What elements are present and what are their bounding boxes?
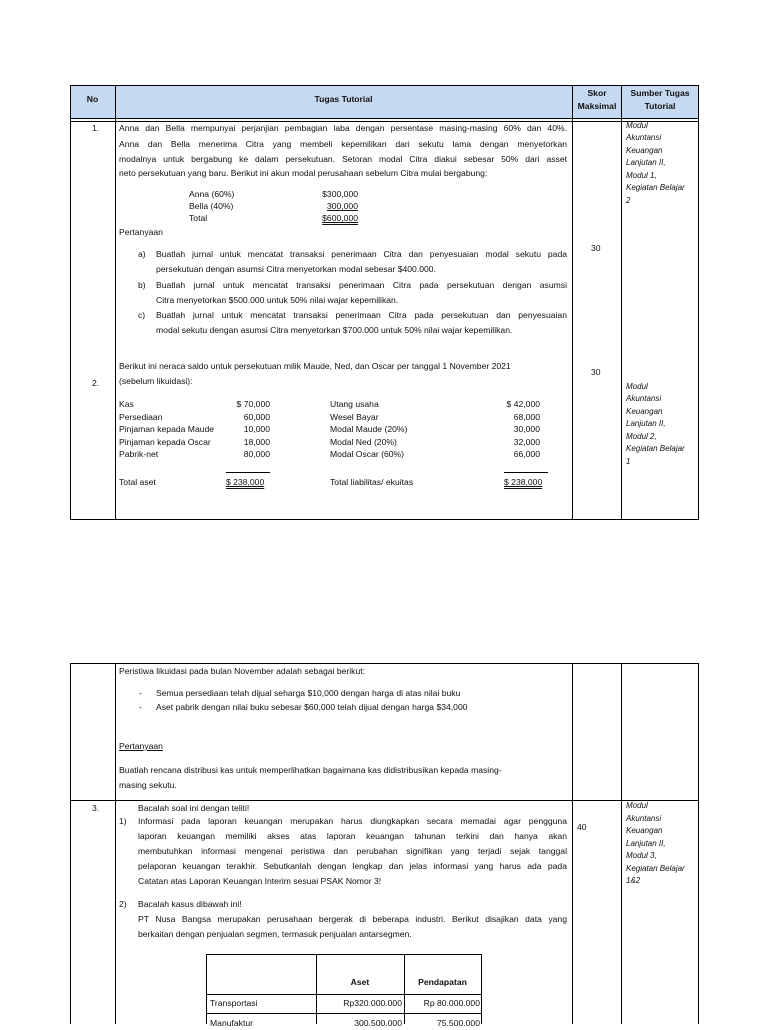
question-c-line-2: modal sekutu dengan asumsi Citra menyetorkan $700.000 untuk 50% nilai wajar kepemilikan.	[156, 325, 513, 335]
item3-q2-marker: 2)	[119, 899, 127, 909]
segment-name-2: Manufaktur	[210, 1018, 253, 1028]
table1-col-divider-2	[572, 85, 573, 520]
item2-score: 30	[591, 367, 601, 377]
item1-question-heading: Pertanyaan	[119, 227, 163, 237]
table2-row-divider	[70, 800, 699, 801]
table2-col-divider-2	[572, 663, 573, 1024]
item3-q1-marker: 1)	[119, 816, 127, 826]
header-task: Tugas Tutorial	[314, 94, 373, 104]
item3-q2-lead: Bacalah kasus dibawah ini!	[138, 899, 242, 909]
item3-q1-line-5: Catatan atas Laporan Keuangan Interim sesuai PSAK Nomor 3!	[138, 876, 382, 886]
capital-label-anna: Anna (60%)	[189, 189, 235, 199]
question-b-marker: b)	[138, 280, 146, 290]
balance-right-value-3: 30,000	[513, 424, 540, 434]
balance-left-label-1: Kas	[119, 399, 134, 409]
item2-source-7: 1	[626, 457, 631, 466]
liquidation-question-heading: Pertanyaan	[119, 741, 163, 751]
bullet-2-marker: -	[139, 702, 142, 712]
segment-table-right	[481, 954, 482, 1024]
item3-score: 40	[577, 822, 587, 832]
segment-table-col-2	[404, 954, 405, 1024]
header-source: Sumber Tugas Tutorial	[630, 88, 690, 111]
item2-source-6: Kegiatan Belajar	[626, 444, 685, 453]
item1-intro-line-2: Anna dan Bella menerima Citra yang membeli kepemilikan dari sekutu lama dengan menyetorkan	[119, 139, 567, 149]
table1-header-divider	[70, 118, 699, 119]
item1-number: 1.	[92, 123, 100, 133]
liquidation-question-line-2: masing sekutu.	[119, 780, 177, 790]
question-b-line-2: Citra menyetorkan $500.000 untuk 50% nilai wajar kepemilikan.	[156, 295, 399, 305]
balance-right-value-4: 32,000	[513, 437, 540, 447]
question-a-line-1: Buatlah jurnal untuk mencatat transaksi penerimaan Citra dan penyesuaian modal sekutu pada	[156, 249, 567, 259]
item3-q2-line-2: berkaitan dengan penjualan segmen, termasuk penjualan antarsegmen.	[138, 929, 412, 939]
balance-right-value-1: $ 42,000	[506, 399, 540, 409]
question-a-marker: a)	[138, 249, 146, 259]
segment-name-1: Transportasi	[210, 998, 258, 1008]
item3-source-6: Kegiatan Belajar	[626, 864, 685, 873]
table2-col-divider-3	[621, 663, 622, 1024]
item2-source-5: Modul 2,	[626, 432, 657, 441]
balance-right-label-3: Modal Maude (20%)	[330, 424, 408, 434]
bullet-2: Aset pabrik dengan nilai buku sebesar $60,000 telah dijual dengan harga $34,000	[156, 702, 468, 712]
segment-header-revenue: Pendapatan	[418, 977, 467, 987]
item3-q1-line-3: membutuhkan informasi mengenai peristiwa dan perubahan signifikan yang terjadi sejak tanggal	[138, 846, 567, 856]
item3-q2-line-1: PT Nusa Bangsa merupakan perusahaan bergerak di beberapa industri. Berikut disajikan data yang	[138, 914, 567, 924]
balance-left-label-2: Persediaan	[119, 412, 163, 422]
balance-right-label-5: Modal Oscar (60%)	[330, 449, 405, 459]
balance-left-label-4: Pinjaman kepada Oscar	[119, 437, 211, 447]
segment-header-asset: Aset	[350, 977, 370, 987]
segment-asset-1: Rp320.000.000	[343, 998, 402, 1008]
capital-label-bella: Bella (40%)	[189, 201, 234, 211]
item1-intro-line-1: Anna dan Bella mempunyai perjanjian pembagian laba dengan persentase masing-masing 60% dan 40%.	[119, 123, 567, 133]
segment-asset-2: 300.500.000	[354, 1018, 402, 1028]
item1-source-4: Lanjutan II,	[626, 158, 666, 167]
capital-label-total: Total	[189, 213, 208, 223]
item3-q1-line-4: pelaporan keuangan terakhir. Sebutkanlah dengan lengkap dan jelas informasi yang harus ada pada	[138, 861, 567, 871]
question-c-marker: c)	[138, 310, 146, 320]
header-score: Skor Maksimal	[577, 88, 617, 111]
balance-left-value-1: $ 70,000	[236, 399, 270, 409]
item3-source-2: Akuntansi	[626, 814, 662, 823]
table2-border-top	[70, 663, 699, 664]
total-left-rule	[226, 472, 270, 473]
item1-source-1: Modul	[626, 121, 648, 130]
capital-value-bella: 300,000	[326, 201, 358, 211]
table1-border-bottom	[70, 519, 699, 520]
question-a-line-2: persekutuan dengan asumsi Citra menyetorkan modal sebesar $400.000.	[156, 264, 436, 274]
bullet-1-marker: -	[139, 688, 142, 698]
table1-border-right	[698, 85, 699, 520]
item1-source-6: Kegiatan Belajar	[626, 183, 685, 192]
item1-source-5: Modul 1,	[626, 171, 657, 180]
item3-q1-line-1: Informasi pada laporan keuangan merupakan harus diungkapkan secara memadai agar pengguna	[138, 816, 567, 826]
balance-right-label-2: Wesel Bayar	[330, 412, 379, 422]
item3-source-5: Modul 3,	[626, 851, 657, 860]
item3-q1-line-2: laporan keuangan memiliki akses atas laporan keuangan tahunan terkini dan hanya akan	[138, 831, 567, 841]
table1-border-left	[70, 85, 71, 520]
balance-left-value-2: 60,000	[243, 412, 270, 422]
balance-right-value-5: 66,000	[513, 449, 540, 459]
balance-left-label-3: Pinjaman kepada Maude	[119, 424, 215, 434]
segment-table-top	[206, 954, 482, 955]
segment-revenue-2: 75.500.000	[436, 1018, 480, 1028]
balance-right-label-4: Modal Ned (20%)	[330, 437, 397, 447]
item3-source-1: Modul	[626, 801, 648, 810]
item1-source-2: Akuntansi	[626, 133, 662, 142]
item3-lead: Bacalah soal ini dengan teliti!	[138, 803, 250, 813]
question-b-line-1: Buatlah jurnal untuk mencatat transaksi penerimaan Citra pada persekutuan dengan asumsi	[156, 280, 567, 290]
item2-source-2: Akuntansi	[626, 394, 662, 403]
item3-source-4: Lanjutan II,	[626, 839, 666, 848]
item1-source-3: Keuangan	[626, 146, 663, 155]
table2-col-divider-1	[115, 663, 116, 1024]
total-liabilities-value: $ 238,000	[504, 477, 543, 487]
balance-left-value-4: 18,000	[243, 437, 270, 447]
total-assets-label: Total aset	[119, 477, 156, 487]
item2-number: 2.	[92, 378, 100, 388]
balance-right-value-2: 68,000	[513, 412, 540, 422]
total-right-rule	[504, 472, 548, 473]
item2-source-3: Keuangan	[626, 407, 663, 416]
question-c-line-1: Buatlah jurnal untuk mencatat transaksi penerimaan Citra pada persekutuan dan penyesuaian	[156, 310, 567, 320]
item1-intro-line-4: neto persekutuan yang baru. Berikut ini akun modal perusahaan sebelum Citra mulai bergabung:	[119, 168, 488, 178]
segment-table-col-1	[316, 954, 317, 1024]
balance-left-value-3: 10,000	[243, 424, 270, 434]
item2-source-1: Modul	[626, 382, 648, 391]
table1-col-divider-3	[621, 85, 622, 520]
total-assets-value: $ 238,000	[226, 477, 265, 487]
segment-table-row-divider	[206, 1013, 482, 1014]
capital-value-total: $600,000	[322, 213, 358, 223]
segment-revenue-1: Rp 80.000.000	[423, 998, 480, 1008]
item3-number: 3.	[92, 803, 100, 813]
balance-right-label-1: Utang usaha	[330, 399, 379, 409]
segment-table-header-divider	[206, 994, 482, 995]
balance-left-value-5: 80,000	[243, 449, 270, 459]
table1-border-top	[70, 85, 699, 86]
balance-left-label-5: Pabrik-net	[119, 449, 159, 459]
item3-source-7: 1&2	[626, 876, 641, 885]
item2-intro-line-2: (sebelum likuidasi):	[119, 376, 193, 386]
header-no: No	[86, 94, 99, 104]
item1-score: 30	[591, 243, 601, 253]
segment-table-left	[206, 954, 207, 1024]
table2-border-left	[70, 663, 71, 1024]
liquidation-question-line-1: Buatlah rencana distribusi kas untuk memperlihatkan bagaimana kas didistribusikan kepada masing-	[119, 765, 502, 775]
item1-source-7: 2	[626, 196, 631, 205]
table2-border-right	[698, 663, 699, 1024]
item2-intro-line-1: Berikut ini neraca saldo untuk persekutuan milik Maude, Ned, dan Oscar per tanggal 1 November 2021	[119, 361, 511, 371]
liquidation-intro: Peristiwa likuidasi pada bulan November adalah sebagai berikut:	[119, 666, 366, 676]
item3-source-3: Keuangan	[626, 826, 663, 835]
capital-value-anna: $300,000	[322, 189, 358, 199]
table1-col-divider-1	[115, 85, 116, 520]
item2-source-4: Lanjutan II,	[626, 419, 666, 428]
bullet-1: Semua persediaan telah dijual seharga $10,000 dengan harga di atas nilai buku	[156, 688, 461, 698]
item1-intro-line-3: modalnya untuk bergabung ke dalam persekutuan. Setoran modal Citra diakui sebesar 50% dari asset	[119, 154, 567, 164]
total-liabilities-label: Total liabilitas/ ekuitas	[330, 477, 414, 487]
